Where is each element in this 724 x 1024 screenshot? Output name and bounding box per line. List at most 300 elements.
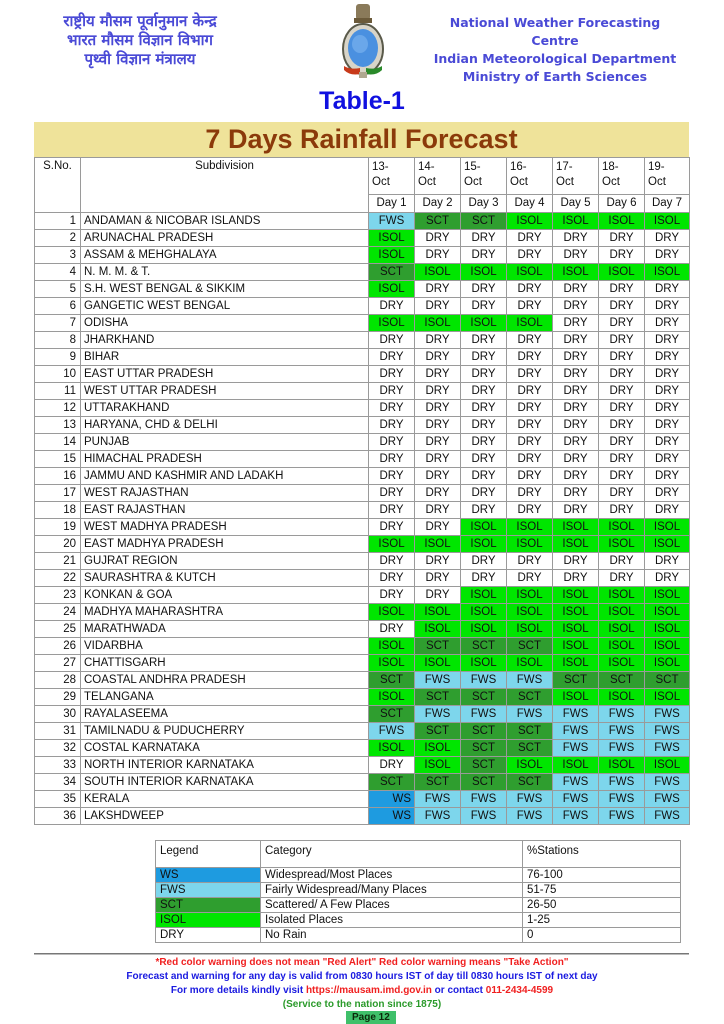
forecast-cell: ISOL [415, 655, 461, 672]
forecast-cell: ISOL [369, 638, 415, 655]
forecast-cell: ISOL [369, 536, 415, 553]
legend-table [155, 840, 681, 943]
forecast-cell: SCT [553, 672, 599, 689]
forecast-cell: DRY [507, 400, 553, 417]
forecast-cell: ISOL [645, 587, 690, 604]
forecast-cell: FWS [553, 740, 599, 757]
forecast-cell: ISOL [599, 519, 645, 536]
date-header [369, 158, 415, 195]
col-sno-header: S.No. [35, 158, 81, 213]
footer-details [0, 984, 724, 998]
forecast-cell: DRY [415, 553, 461, 570]
date-day: 15- [464, 161, 481, 173]
forecast-cell: DRY [461, 502, 507, 519]
legend-code: ISOL [156, 913, 261, 928]
forecast-cell: ISOL [645, 213, 690, 230]
table-row [35, 349, 690, 366]
forecast-cell: DRY [415, 468, 461, 485]
forecast-cell: DRY [369, 757, 415, 774]
forecast-cell: DRY [369, 349, 415, 366]
english-line: Indian Meteorological Department [433, 51, 677, 66]
forecast-cell: FWS [599, 723, 645, 740]
legend-code: SCT [156, 898, 261, 913]
row-subdivision: COASTAL ANDHRA PRADESH [81, 672, 369, 689]
row-subdivision: COSTAL KARNATAKA [81, 740, 369, 757]
forecast-cell: FWS [507, 791, 553, 808]
legend-code: FWS [156, 883, 261, 898]
forecast-cell: SCT [461, 689, 507, 706]
row-sno: 24 [35, 604, 81, 621]
forecast-cell: DRY [369, 417, 415, 434]
table-row [35, 247, 690, 264]
forecast-cell: ISOL [415, 536, 461, 553]
forecast-cell: DRY [415, 417, 461, 434]
forecast-cell: SCT [461, 723, 507, 740]
header-hindi [40, 12, 240, 69]
day-header: Day 1 [369, 195, 415, 213]
forecast-cell: DRY [553, 434, 599, 451]
forecast-cell: ISOL [461, 621, 507, 638]
forecast-cell: DRY [369, 434, 415, 451]
forecast-cell: DRY [415, 502, 461, 519]
forecast-cell: SCT [507, 740, 553, 757]
date-header [415, 158, 461, 195]
forecast-cell: ISOL [369, 247, 415, 264]
row-subdivision: TELANGANA [81, 689, 369, 706]
row-sno: 6 [35, 298, 81, 315]
forecast-cell: DRY [369, 621, 415, 638]
legend-category: No Rain [261, 928, 523, 943]
table-row [35, 638, 690, 655]
forecast-cell: DRY [415, 349, 461, 366]
forecast-cell: DRY [369, 587, 415, 604]
forecast-cell: SCT [369, 672, 415, 689]
table-row [35, 553, 690, 570]
forecast-cell: ISOL [369, 315, 415, 332]
forecast-cell: DRY [369, 485, 415, 502]
row-subdivision: SOUTH INTERIOR KARNATAKA [81, 774, 369, 791]
forecast-cell: ISOL [599, 655, 645, 672]
row-subdivision: JAMMU AND KASHMIR AND LADAKH [81, 468, 369, 485]
legend-row [156, 883, 681, 898]
forecast-cell: FWS [553, 706, 599, 723]
forecast-cell: ISOL [507, 621, 553, 638]
forecast-cell: ISOL [507, 587, 553, 604]
table-row [35, 230, 690, 247]
forecast-cell: ISOL [553, 757, 599, 774]
forecast-cell: ISOL [645, 604, 690, 621]
forecast-cell: DRY [507, 553, 553, 570]
forecast-cell: DRY [553, 366, 599, 383]
forecast-cell: DRY [415, 383, 461, 400]
forecast-cell: FWS [645, 774, 690, 791]
row-sno: 33 [35, 757, 81, 774]
row-subdivision: PUNJAB [81, 434, 369, 451]
legend-stations: 0 [523, 928, 681, 943]
forecast-cell: DRY [369, 298, 415, 315]
forecast-cell: SCT [507, 723, 553, 740]
forecast-cell: DRY [461, 332, 507, 349]
table-row [35, 264, 690, 281]
forecast-cell: DRY [415, 570, 461, 587]
forecast-cell: SCT [461, 774, 507, 791]
table-row [35, 621, 690, 638]
forecast-cell: FWS [553, 723, 599, 740]
forecast-cell: DRY [507, 298, 553, 315]
forecast-cell: FWS [599, 808, 645, 825]
forecast-cell: DRY [507, 485, 553, 502]
forecast-cell: DRY [645, 400, 690, 417]
legend-category: Fairly Widespread/Many Places [261, 883, 523, 898]
row-subdivision: TAMILNADU & PUDUCHERRY [81, 723, 369, 740]
forecast-cell: DRY [599, 485, 645, 502]
row-sno: 34 [35, 774, 81, 791]
date-day: 13- [372, 161, 389, 173]
row-sno: 18 [35, 502, 81, 519]
table-row [35, 298, 690, 315]
row-sno: 17 [35, 485, 81, 502]
forecast-cell: DRY [645, 468, 690, 485]
row-sno: 28 [35, 672, 81, 689]
forecast-cell: ISOL [645, 638, 690, 655]
forecast-cell: ISOL [415, 621, 461, 638]
date-day: 14- [418, 161, 435, 173]
row-sno: 15 [35, 451, 81, 468]
forecast-cell: DRY [507, 332, 553, 349]
forecast-cell: DRY [645, 315, 690, 332]
banner-title: 7 Days Rainfall Forecast [34, 122, 689, 157]
table-row [35, 536, 690, 553]
details-prefix: For more details kindly visit [170, 985, 306, 996]
website-link[interactable]: https://mausam.imd.gov.in [305, 985, 432, 996]
forecast-cell: ISOL [369, 689, 415, 706]
forecast-cell: DRY [507, 366, 553, 383]
table-row [35, 791, 690, 808]
forecast-cell: ISOL [553, 638, 599, 655]
row-subdivision: GANGETIC WEST BENGAL [81, 298, 369, 315]
forecast-cell: DRY [461, 366, 507, 383]
forecast-cell: DRY [369, 366, 415, 383]
row-subdivision: VIDARBHA [81, 638, 369, 655]
row-sno: 36 [35, 808, 81, 825]
forecast-cell: ISOL [415, 757, 461, 774]
forecast-cell: WS [369, 808, 415, 825]
table-row [35, 519, 690, 536]
forecast-cell: FWS [599, 791, 645, 808]
row-subdivision: MADHYA MAHARASHTRA [81, 604, 369, 621]
row-subdivision: WEST RAJASTHAN [81, 485, 369, 502]
forecast-cell: ISOL [461, 315, 507, 332]
forecast-cell: DRY [461, 281, 507, 298]
date-header [599, 158, 645, 195]
forecast-cell: ISOL [415, 740, 461, 757]
row-sno: 4 [35, 264, 81, 281]
row-subdivision: GUJRAT REGION [81, 553, 369, 570]
forecast-cell: DRY [507, 417, 553, 434]
row-subdivision: UTTARAKHAND [81, 400, 369, 417]
forecast-cell: FWS [415, 706, 461, 723]
row-subdivision: N. M. M. & T. [81, 264, 369, 281]
forecast-cell: WS [369, 791, 415, 808]
row-sno: 13 [35, 417, 81, 434]
legend-body [156, 841, 681, 943]
row-sno: 23 [35, 587, 81, 604]
row-sno: 20 [35, 536, 81, 553]
forecast-cell: DRY [553, 315, 599, 332]
forecast-cell: SCT [415, 638, 461, 655]
forecast-cell: DRY [369, 400, 415, 417]
forecast-cell: DRY [461, 417, 507, 434]
forecast-cell: SCT [507, 689, 553, 706]
date-month: Oct [556, 176, 574, 188]
forecast-cell: FWS [645, 723, 690, 740]
forecast-cell: DRY [599, 349, 645, 366]
row-subdivision: RAYALASEEMA [81, 706, 369, 723]
forecast-cell: DRY [599, 230, 645, 247]
legend-stations: 76-100 [523, 868, 681, 883]
date-month: Oct [418, 176, 436, 188]
forecast-cell: ISOL [599, 689, 645, 706]
forecast-cell: DRY [553, 485, 599, 502]
forecast-cell: DRY [507, 468, 553, 485]
forecast-cell: DRY [553, 230, 599, 247]
header-english [430, 14, 680, 86]
forecast-cell: ISOL [553, 621, 599, 638]
forecast-cell: FWS [507, 808, 553, 825]
legend-code: DRY [156, 928, 261, 943]
forecast-cell: SCT [369, 774, 415, 791]
forecast-cell: ISOL [507, 213, 553, 230]
row-subdivision: ODISHA [81, 315, 369, 332]
forecast-cell: DRY [461, 451, 507, 468]
table-row [35, 757, 690, 774]
table-row [35, 468, 690, 485]
forecast-cell: DRY [553, 502, 599, 519]
row-sno: 30 [35, 706, 81, 723]
table-row [35, 502, 690, 519]
forecast-cell: SCT [461, 638, 507, 655]
forecast-cell: ISOL [461, 536, 507, 553]
forecast-cell: ISOL [461, 604, 507, 621]
day-header: Day 5 [553, 195, 599, 213]
row-sno: 16 [35, 468, 81, 485]
table-row [35, 281, 690, 298]
forecast-cell: ISOL [553, 264, 599, 281]
footer-validity: Forecast and warning for any day is valid from 0830 hours IST of day till 0830 hours IST of next day [126, 971, 598, 982]
row-sno: 22 [35, 570, 81, 587]
forecast-cell: ISOL [553, 536, 599, 553]
forecast-cell: ISOL [461, 587, 507, 604]
forecast-cell: DRY [645, 230, 690, 247]
details-mid: or contact [431, 985, 486, 996]
forecast-cell: DRY [461, 553, 507, 570]
forecast-cell: FWS [645, 740, 690, 757]
forecast-cell: DRY [461, 383, 507, 400]
forecast-cell: DRY [599, 332, 645, 349]
date-header [553, 158, 599, 195]
date-day: 16- [510, 161, 527, 173]
forecast-cell: ISOL [645, 536, 690, 553]
row-subdivision: HARYANA, CHD & DELHI [81, 417, 369, 434]
forecast-cell: DRY [599, 570, 645, 587]
date-day: 18- [602, 161, 619, 173]
forecast-cell: DRY [553, 383, 599, 400]
forecast-cell: SCT [415, 213, 461, 230]
forecast-cell: ISOL [553, 689, 599, 706]
col-subdivision-header: Subdivision [81, 158, 369, 213]
forecast-cell: DRY [415, 519, 461, 536]
forecast-cell: FWS [369, 213, 415, 230]
row-sno: 31 [35, 723, 81, 740]
forecast-cell: ISOL [507, 536, 553, 553]
english-line: Ministry of Earth Sciences [462, 69, 648, 84]
forecast-cell: SCT [369, 706, 415, 723]
day-header: Day 6 [599, 195, 645, 213]
english-line: National Weather Forecasting Centre [449, 15, 661, 48]
table-row [35, 332, 690, 349]
row-subdivision: SAURASHTRA & KUTCH [81, 570, 369, 587]
legend-stations: 51-75 [523, 883, 681, 898]
forecast-cell: DRY [645, 570, 690, 587]
forecast-cell: DRY [415, 434, 461, 451]
row-subdivision: KONKAN & GOA [81, 587, 369, 604]
imd-emblem-icon [336, 2, 390, 82]
forecast-cell: FWS [415, 672, 461, 689]
forecast-cell: ISOL [415, 604, 461, 621]
forecast-cell: ISOL [553, 604, 599, 621]
forecast-cell: ISOL [507, 315, 553, 332]
forecast-cell: ISOL [415, 315, 461, 332]
forecast-cell: DRY [369, 519, 415, 536]
table-row [35, 740, 690, 757]
row-sno: 32 [35, 740, 81, 757]
row-subdivision: MARATHWADA [81, 621, 369, 638]
forecast-cell: ISOL [599, 757, 645, 774]
row-subdivision: ASSAM & MEHGHALAYA [81, 247, 369, 264]
forecast-cell: FWS [553, 808, 599, 825]
table-row [35, 383, 690, 400]
forecast-cell: ISOL [599, 604, 645, 621]
forecast-cell: DRY [461, 298, 507, 315]
forecast-cell: DRY [599, 298, 645, 315]
row-subdivision: WEST MADHYA PRADESH [81, 519, 369, 536]
row-sno: 26 [35, 638, 81, 655]
row-subdivision: LAKSHDWEEP [81, 808, 369, 825]
forecast-cell: FWS [461, 808, 507, 825]
table-row [35, 434, 690, 451]
date-header [461, 158, 507, 195]
forecast-cell: ISOL [507, 264, 553, 281]
forecast-cell: DRY [415, 332, 461, 349]
date-month: Oct [510, 176, 528, 188]
forecast-cell: FWS [415, 791, 461, 808]
legend-stations: 26-50 [523, 898, 681, 913]
row-sno: 14 [35, 434, 81, 451]
forecast-cell: ISOL [369, 281, 415, 298]
forecast-cell: FWS [507, 706, 553, 723]
row-subdivision: EAST UTTAR PRADESH [81, 366, 369, 383]
legend-category: Isolated Places [261, 913, 523, 928]
forecast-cell: DRY [507, 230, 553, 247]
forecast-cell: ISOL [461, 655, 507, 672]
forecast-cell: FWS [369, 723, 415, 740]
table-row [35, 672, 690, 689]
forecast-cell: DRY [507, 502, 553, 519]
footer-service: (Service to the nation since 1875) [282, 999, 442, 1010]
forecast-cell: ISOL [645, 621, 690, 638]
table-row [35, 774, 690, 791]
forecast-cell: SCT [507, 638, 553, 655]
forecast-cell: ISOL [599, 621, 645, 638]
table-row [35, 706, 690, 723]
forecast-cell: DRY [461, 247, 507, 264]
forecast-cell: FWS [507, 672, 553, 689]
forecast-cell: FWS [645, 791, 690, 808]
hindi-line: भारत मौसम विज्ञान विभाग [67, 31, 213, 49]
forecast-cell: FWS [461, 706, 507, 723]
row-subdivision: KERALA [81, 791, 369, 808]
table-row [35, 400, 690, 417]
row-sno: 19 [35, 519, 81, 536]
row-subdivision: HIMACHAL PRADESH [81, 451, 369, 468]
forecast-cell: FWS [553, 791, 599, 808]
row-subdivision: BIHAR [81, 349, 369, 366]
forecast-cell: DRY [645, 366, 690, 383]
forecast-cell: DRY [599, 502, 645, 519]
legend-header-row [156, 841, 681, 868]
forecast-cell: ISOL [599, 638, 645, 655]
forecast-cell: FWS [599, 740, 645, 757]
forecast-cell: ISOL [507, 757, 553, 774]
forecast-cell: SCT [461, 740, 507, 757]
forecast-cell: DRY [599, 553, 645, 570]
legend-row [156, 928, 681, 943]
forecast-cell: DRY [415, 247, 461, 264]
forecast-cell: DRY [461, 230, 507, 247]
forecast-cell: ISOL [507, 655, 553, 672]
row-sno: 2 [35, 230, 81, 247]
hindi-line: राष्ट्रीय मौसम पूर्वानुमान केन्द्र [63, 12, 217, 30]
forecast-cell: ISOL [599, 264, 645, 281]
forecast-cell: SCT [507, 774, 553, 791]
legend-category: Widespread/Most Places [261, 868, 523, 883]
date-month: Oct [648, 176, 666, 188]
row-sno: 8 [35, 332, 81, 349]
forecast-cell: DRY [599, 434, 645, 451]
forecast-cell: ISOL [461, 519, 507, 536]
date-header [645, 158, 690, 195]
row-subdivision: S.H. WEST BENGAL & SIKKIM [81, 281, 369, 298]
date-day: 17- [556, 161, 573, 173]
date-day: 19- [648, 161, 665, 173]
row-sno: 3 [35, 247, 81, 264]
forecast-cell: DRY [645, 485, 690, 502]
forecast-table [34, 157, 690, 825]
table-row [35, 689, 690, 706]
header-row-dates [35, 158, 690, 195]
forecast-cell: DRY [599, 383, 645, 400]
legend-category: Scattered/ A Few Places [261, 898, 523, 913]
forecast-cell: DRY [461, 468, 507, 485]
forecast-cell: DRY [599, 417, 645, 434]
legend-row [156, 913, 681, 928]
forecast-cell: ISOL [507, 604, 553, 621]
day-header: Day 3 [461, 195, 507, 213]
forecast-cell: ISOL [553, 519, 599, 536]
forecast-cell: DRY [461, 349, 507, 366]
row-sno: 5 [35, 281, 81, 298]
forecast-cell: ISOL [553, 587, 599, 604]
